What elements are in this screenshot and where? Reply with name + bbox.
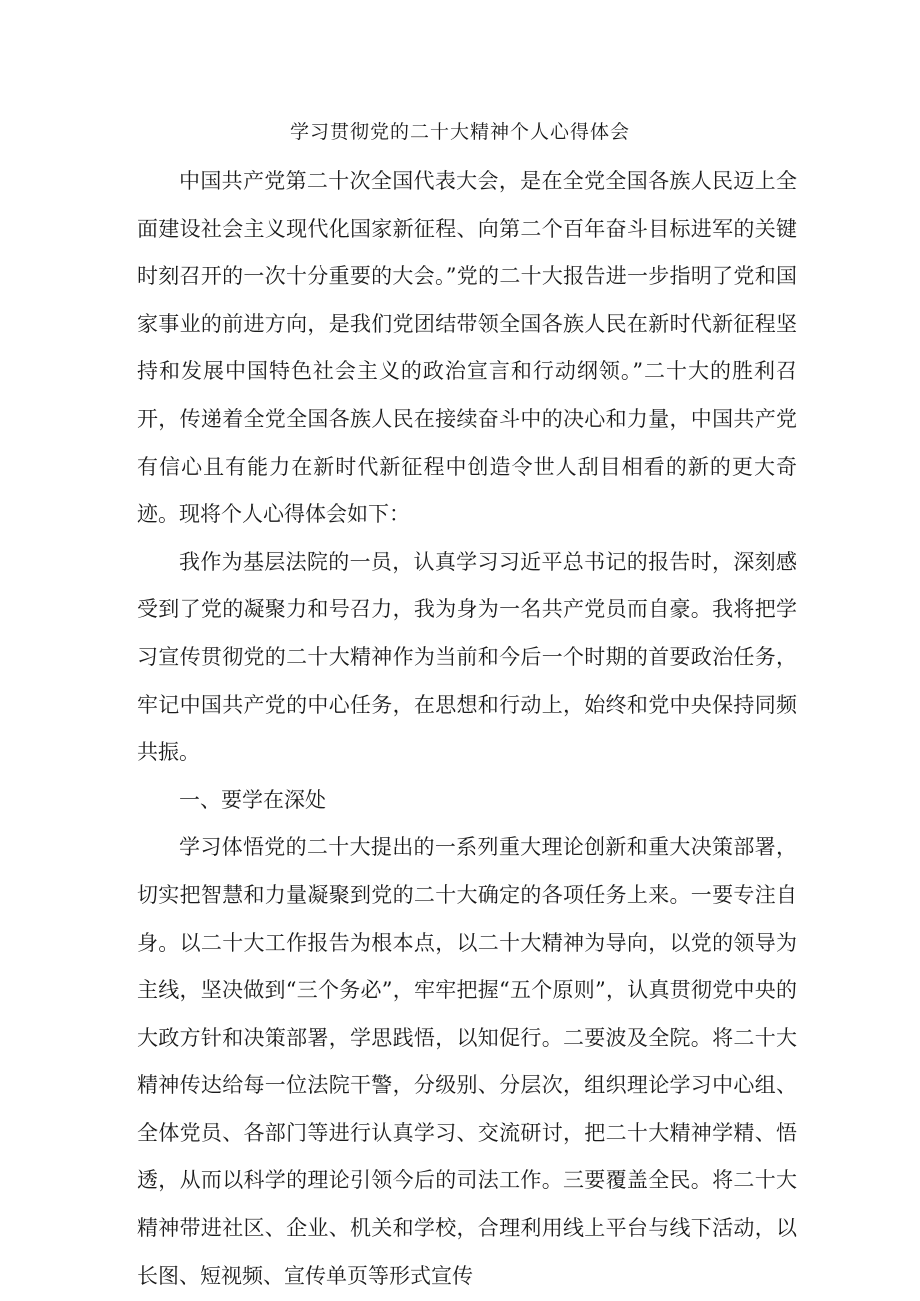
- section-heading-1: 一、要学在深处: [179, 787, 326, 812]
- document-body: [137, 158, 797, 1300]
- document-title: 学习贯彻党的二十大精神个人心得体会: [289, 121, 630, 143]
- paragraph-intro: 中国共产党第二十次全国代表大会，是在全党全国各族人民迈上全面建设社会主义现代化国家新征程、向第二个百年奋斗目标进军的关键时刻召开的一次十分重要的大会。”党的二十大报告进一步指明了党和国家事业的前进方向，是我们党团结带领全国各族人民在新时代新征程坚持和发展中国特色社会主义的政治宣言和行动纲领。”二十大的胜利召开，传递着全党全国各族人民在接续奋斗中的决心和力量，中国共产党有信心且有能力在新时代新征程中创造令世人刮目相看的新的更大奇迹。现将个人心得体会如下：: [137, 169, 797, 527]
- paragraph-section-1: 学习体悟党的二十大提出的一系列重大理论创新和重大决策部署，切实把智慧和力量凝聚到党的二十大确定的各项任务上来。一要专注自身。以二十大工作报告为根本点，以二十大精神为导向，以党的领导为主线，坚决做到“三个务必”，牢牢把握“五个原则”，认真贯彻党中央的大政方针和决策部署，学思践悟，以知促行。二要波及全院。将二十大精神传达给每一位法院干警，分级别、分层次，组织理论学习中心组、全体党员、各部门等进行认真学习、交流研讨，把二十大精神学精、悟透，从而以科学的理论引领今后的司法工作。三要覆盖全民。将二十大精神带进社区、企业、机关和学校，合理利用线上平台与线下活动，以长图、短视频、宣传单页等形式宣传: [137, 835, 797, 1288]
- paragraph-personal-reflection: 我作为基层法院的一员，认真学习习近平总书记的报告时，深刻感受到了党的凝聚力和号召力，我为身为一名共产党员而自豪。我将把学习宣传贯彻党的二十大精神作为当前和今后一个时期的首要政治任务，牢记中国共产党的中心任务，在思想和行动上，始终和党中央保持同频共振。: [137, 549, 797, 765]
